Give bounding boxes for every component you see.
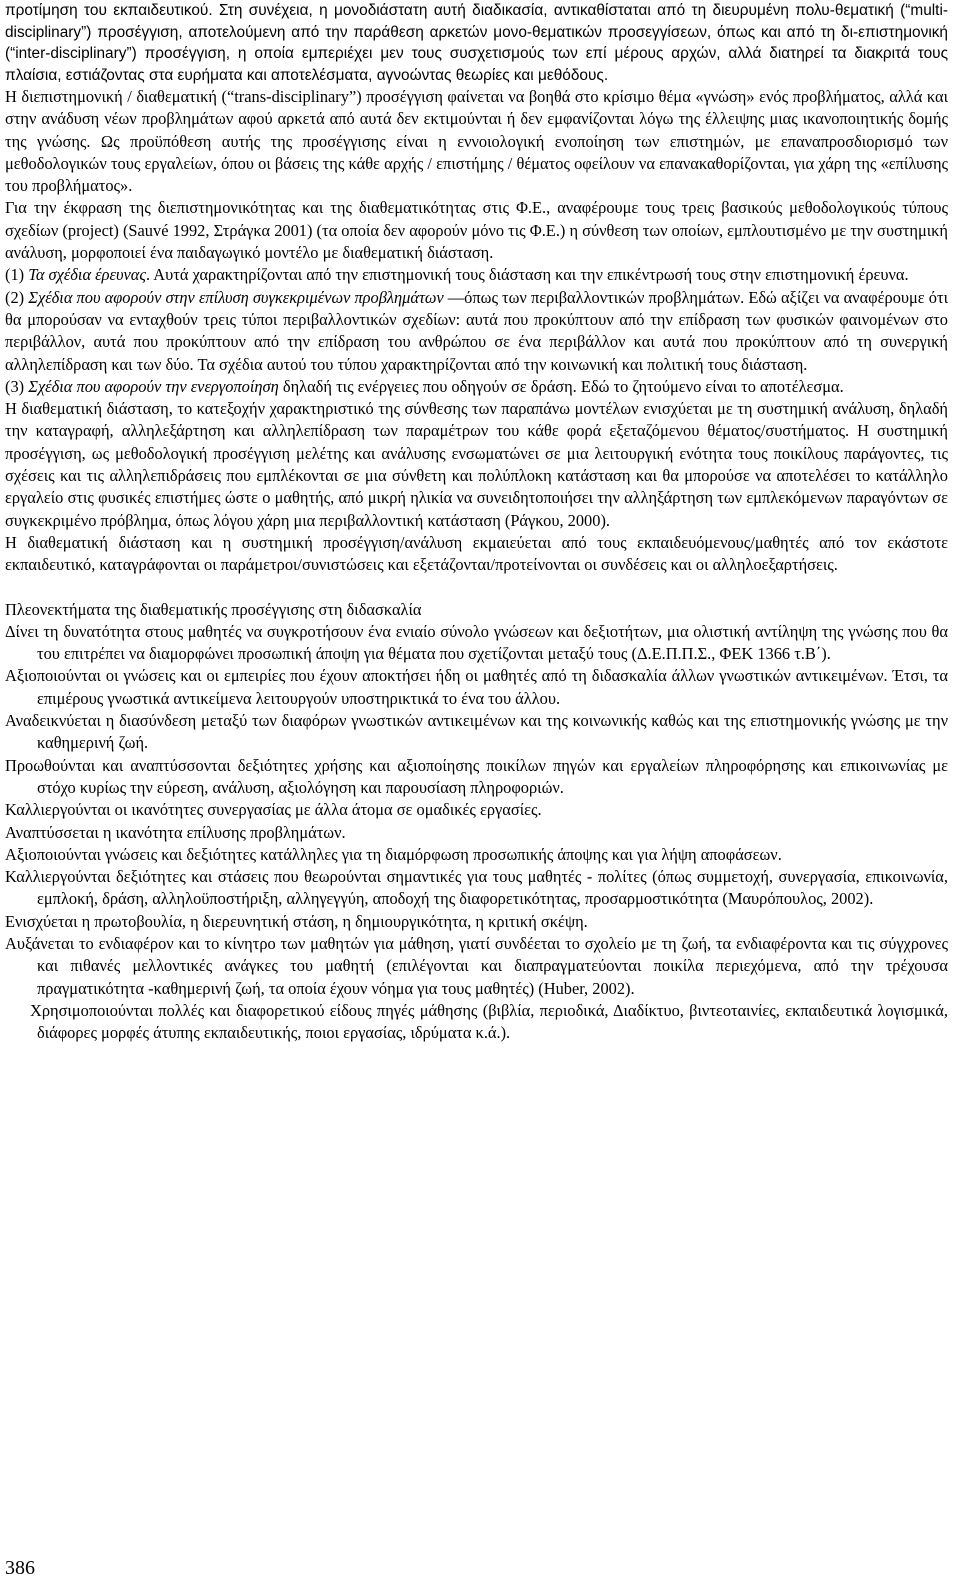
learning-sources-paragraph: Χρησιμοποιούνται πολλές και διαφορετικού είδους πηγές μάθησης (βιβλία, περιοδικά, Διαδίκτυο, βιντεοταινίες, εκπαιδευτικά λογισμικά, διάφορες μορφές άτυπης εκπαιδευτικής, ποιοι εργασίας, ιδρύματα κ.ά.). — [30, 1000, 948, 1043]
trans-disciplinary-paragraph: Η διεπιστημονική / διαθεματική (“trans-disciplinary”) προσέγγιση φαίνεται να βοηθά στο κρίσιμο θέμα «γνώση» ενός προβλήματος, αλλά και στην ανάδυση νέων προβλημάτων αφού αρκετά από αυτά δεν εκτιμούνται ή δεν εμφανίζονται λόγω της έλλειψης μιας ικανοποιητικής δομής της γνώσης. Ως προϋπόθεση αυτής της προσέγγισης είναι η εννοιολογική ενοποίηση των επιστημών, με επαναπροσδιορισμό των μεθοδολογικών τους εργαλείων, όπου οι βάσεις της κάθε αρχής / επιστήμης / θέματος οφείλουν να επανακαθορίζονται, για χάρη της «επίλυσης του προβλήματος». — [5, 87, 948, 196]
item-number: (1) — [5, 265, 29, 285]
item-number: (3) — [5, 376, 29, 396]
item-title: Σχέδια που αφορούν την ενεργοποίηση — [28, 376, 279, 396]
expression-paragraph: Για την έκφραση της διεπιστημονικότητας και της διαθεματικότητας στις Φ.Ε., αναφέρουμε τους τρεις βασικούς μεθοδολογικούς τύπους σχεδίων (project) (Sauvé 1992, Στράγκα 2001) (τα οποία δεν αφορούν μόνο τις Φ.Ε.) η σύνθεση των οποίων, εμπλουτισμένο με την συστημική ανάλυση, μορφοποιεί ένα παιδαγωγικό μοντέλο με διαθεματική διάσταση. — [5, 198, 948, 263]
section-heading: Πλεονεκτήματα της διαθεματικής προσέγγισης στη διδασκαλία — [5, 599, 422, 619]
advantage-item: Καλλιεργούνται οι ικανότητες συνεργασίας με άλλα άτομα σε ομαδικές εργασίες. — [5, 800, 542, 820]
advantage-item: Αναπτύσσεται η ικανότητα επίλυσης προβλημάτων. — [5, 822, 346, 842]
project-type-2 — [5, 287, 948, 376]
advantage-item: Προωθούνται και αναπτύσσονται δεξιότητες χρήσης και αξιοποίησης ποικίλων πηγών και εργαλείων πληροφόρησης και επικοινωνίας με στόχο κυρίως την εύρεση, ανάλυση, αξιολόγηση και παρουσίαση πληροφοριών. — [5, 755, 948, 797]
item-text: —όπως των περιβαλλοντικών προβλημάτων. Εδώ αξίζει να αναφέρουμε ότι θα μπορούσαν να ενταχθούν τρεις τύποι περιβαλλοντικών σχεδίων: αυτά που προκύπτουν από την επίδραση των φυσικών φαινομένων στο περιβάλλον, αυτά που προκύπτουν από την επίδραση του ανθρώπου σε ένα περιβάλλον και αυτά που προκύπτουν από τη συνεργική αλληλεπίδραση και των δύο. Τα σχέδια αυτού του τύπου χαρακτηρίζονται από την κοινωνική και πολιτική τους διάσταση. — [5, 287, 949, 374]
text-column — [5, 0, 948, 1044]
advantage-item: Αξιοποιούνται οι γνώσεις και οι εμπειρίες που έχουν αποκτήσει ήδη οι μαθητές από τη διδασκαλία άλλων γνωστικών αντικειμένων. Έτσι, τα επιμέρους γνωστικά αντικείμενα λειτουργούν υποστηρικτικά το ένα του άλλου. — [5, 666, 948, 708]
advantage-item: Ενισχύεται η πρωτοβουλία, η διερευνητική στάση, η δημιουργικότητα, η κριτική σκέψη. — [5, 911, 588, 931]
item-text: δηλαδή τις ενέργειες που οδηγούν σε δράση. Εδώ το ζητούμενο είναι το αποτέλεσμα. — [278, 376, 844, 396]
advantage-item: Καλλιεργούνται δεξιότητες και στάσεις που θεωρούνται σημαντικές για τους μαθητές - πολίτες (όπως συμμετοχή, συνεργασία, επικοινωνία, εμπλοκή, δράση, αλληλοϋποστήριξη, αλληγεγγύη, αποδοχή της διαφορετικότητας, προσαρμοστικότητα (Μαυρόπουλος, 2002). — [5, 867, 948, 909]
approach-paragraph: Η διαθεματική διάσταση και η συστημική προσέγγιση/ανάλυση εκμαιεύεται από τους εκπαιδευόμενους/μαθητές από τον εκάστοτε εκπαιδευτικό, καταγράφονται οι παράμετροι/συνιστώσεις και εξετάζονται/προτείνονται οι συνδέσεις και οι αλληλοεξαρτήσεις. — [5, 532, 948, 575]
item-title: Σχέδια που αφορούν στην επίλυση συγκεκριμένων προβλημάτων — [28, 287, 444, 307]
advantage-item: Αυξάνεται το ενδιαφέρον και το κίνητρο των μαθητών για μάθηση, γιατί συνδέεται το σχολείο με τη ζωή, τα ενδιαφέροντα και τις σύγχρονες και πιθανές μελλοντικές ανάγκες του μαθητή (επιλέγονται και διαπραγματεύονται ποικίλα περιεχόμενα, από την τρέχουσα πραγματικότητα -καθημερινή ζωή, τα οποία έχουν νόημα για τους μαθητές) (Huber, 2002). — [5, 933, 948, 998]
page-number: 386 — [5, 1557, 35, 1579]
dimension-paragraph: Η διαθεματική διάσταση, το κατεξοχήν χαρακτηριστικό της σύνθεσης των παραπάνω μοντέλων ενισχύεται με τη συστημική ανάλυση, δηλαδή την καταγραφή, αλληλεξάρτηση και αλληλεπίδραση των παραμέτρων του κάθε φορά εξεταζόμενου θέματος/συστήματος. Η συστημική προσέγγιση, ως μεθοδολογική προσέγγιση μελέτης και ανάλυσης ενσωματώνει σε μια λειτουργική ενότητα τους ποικίλους παράγοντες, τις σχέσεις και τις αλληλεπιδράσεις που εμπλέκονται σε μια σύνθετη και πολύπλοκη κατάσταση και θα μπορούσε να αποτελέσει το κατάλληλο εργαλείο στις φυσικές επιστήμες ώστε ο μαθητής, από μικρή ηλικία να συνειδητοποιήσει την αλληξάρτηση των εμπλεκόμενων παραγόντων σε συγκεκριμένο πρόβλημα, όπως λόγου χάρη μια περιβαλλοντική κατάσταση (Ράγκου, 2000). — [5, 399, 948, 530]
item-text: . Αυτά χαρακτηρίζονται από την επιστημονική τους διάσταση και την επικέντρωσή τους στην επιστημονική έρευνα. — [146, 265, 909, 285]
item-number: (2) — [5, 287, 29, 307]
advantage-item: Δίνει τη δυνατότητα στους μαθητές να συγκροτήσουν ένα ενιαίο σύνολο γνώσεων και δεξιοτήτων, μια ολιστική αντίληψη της γνώσης που θα του επιτρέπει να διαμορφώνει προσωπική άποψη για θέματα που σχετίζονται μεταξύ τους (Δ.Ε.Π.Π.Σ., ΦΕΚ 1366 τ.Β΄). — [5, 621, 948, 664]
advantage-item: Αξιοποιούνται γνώσεις και δεξιότητες κατάλληλες για τη διαμόρφωση προσωπικής άποψης και για λήψη αποφάσεων. — [5, 844, 782, 864]
advantage-item: Αναδεικνύεται η διασύνδεση μεταξύ των διαφόρων γνωστικών αντικειμένων και της κοινωνικής καθώς και της επιστημονικής γνώσης με την καθημερινή ζωή. — [5, 711, 948, 753]
item-title: Τα σχέδια έρευνας — [28, 265, 147, 285]
intro-paragraph: προτίμηση του εκπαιδευτικού. Στη συνέχεια, η μονοδιάστατη αυτή διαδικασία, αντικαθίσταται από τη διευρυμένη πολυ-θεματική (“multi-disciplinary”) προσέγγιση, αποτελούμενη από την παράθεση αρκετών μονο-θεματικών προσεγγίσεων, όπως και από τη δι-επιστημονική (“inter-disciplinary”) προσέγγιση, η οποία εμπεριέχει μεν τους συσχετισμούς των επί μέρους αρχών, αλλά διατηρεί τα διακριτά τους πλαίσια, εστιάζοντας στα ευρήματα και αποτελέσματα, αγνοώντας θεωρίες και μεθόδους. — [5, 2, 948, 84]
project-type-3 — [5, 376, 948, 398]
project-type-1 — [5, 264, 948, 286]
